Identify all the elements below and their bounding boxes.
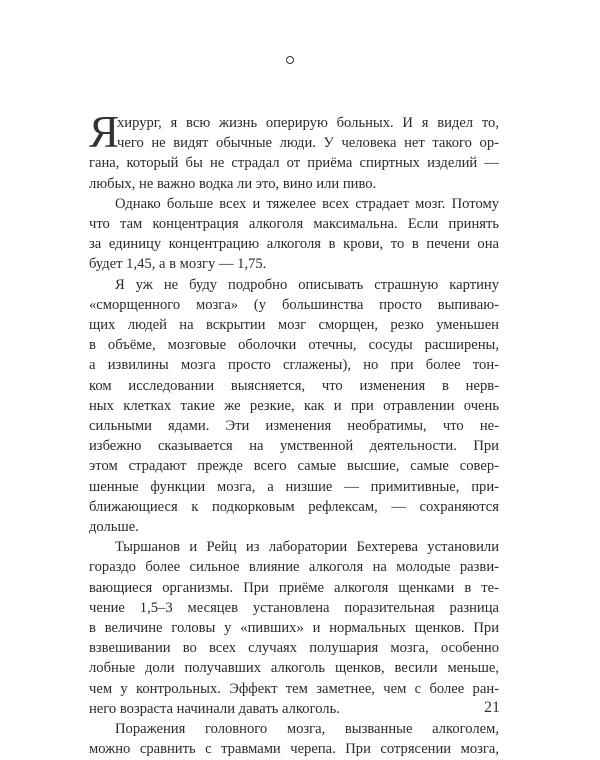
- text-line: ближающиеся к подкорковым рефлексам, — сохраняются: [89, 498, 499, 515]
- text-line: ком исследовании выясняется, что изменения в нерв-: [89, 377, 499, 394]
- text-line: этом страдают прежде всего самые высшие, самые совер-: [89, 458, 499, 475]
- text-line: а извилины мозга просто сглажены), но при более тон-: [89, 357, 499, 374]
- text-line: можно сравнить с травмами черепа. При сотрясении мозга,: [89, 741, 499, 758]
- text-line: избежно сказывается на умственной деятельности. При: [89, 438, 499, 455]
- text-line: «сморщенного мозга» (у большинства просто выпиваю-: [89, 296, 499, 313]
- text-line: чего не видят обычные люди. У человека нет такого ор-: [117, 135, 499, 152]
- page-number: 21: [484, 699, 500, 716]
- text-line: него возраста начинали давать алкоголь.: [89, 700, 340, 717]
- text-line: гана, который бы не страдал от приёма спиртных изделий —: [89, 155, 499, 172]
- text-line: будет 1,45, а в мозгу — 1,75.: [89, 256, 267, 273]
- text-line: вающиеся организмы. При приёме алкоголя щенками в те-: [89, 579, 499, 596]
- text-line: что там концентрация алкоголя максимальна. Если принять: [89, 216, 499, 233]
- body-text: [89, 107, 499, 760]
- text-line: гораздо более сильное влияние алкоголя на молодые разви-: [89, 559, 499, 576]
- text-line: шенные функции мозга, а низшие — примитивные, при-: [89, 478, 499, 495]
- text-line: чем у контрольных. Эффект тем заметнее, чем с более ран-: [89, 680, 499, 697]
- text-line: взвешивании во всех случаях полушария мозга, особенно: [89, 640, 499, 657]
- text-line: хирург, я всю жизнь оперирую больных. И я видел то,: [117, 115, 499, 131]
- drop-cap: Я: [89, 107, 120, 157]
- text-line: любых, не важно водка ли это, вино или пиво.: [89, 175, 377, 192]
- text-line: Я уж не буду подробно описывать страшную картину: [115, 276, 499, 293]
- text-line: щих людей на вскрытии мозг сморщен, резко уменьшен: [89, 317, 499, 334]
- paragraph-1: [89, 107, 499, 194]
- paragraph-2: [89, 194, 499, 275]
- paragraph-5: [89, 719, 499, 759]
- paragraph-3: [89, 275, 499, 538]
- text-line: лобные доли получавших алкоголь щенков, весили меньше,: [89, 660, 499, 677]
- text-line: Тыршанов и Рейц из лаборатории Бехтерева установили: [115, 539, 499, 556]
- text-line: Поражения головного мозга, вызванные алкоголем,: [115, 721, 499, 738]
- paragraph-4: [89, 537, 499, 719]
- text-line: в величине головы у «пивших» и нормальных щенков. При: [89, 620, 499, 637]
- text-line: чение 1,5–3 месяцев установлена поразительная разница: [89, 599, 499, 616]
- text-line: в объёме, мозговые оболочки отечны, сосуды расширены,: [89, 337, 499, 354]
- text-line: за единицу концентрацию алкоголя в крови, то в печени она: [89, 236, 499, 253]
- text-line: сильными ядами. Эти изменения необратимы, что не-: [89, 418, 499, 435]
- text-line: Однако больше всех и тяжелее всех страдает мозг. Потому: [115, 195, 499, 212]
- text-line: ных клетках такие же резкие, как и при отравлении очень: [89, 397, 499, 414]
- text-line: дольше.: [89, 519, 139, 536]
- small-circle-ornament-icon: [286, 56, 294, 64]
